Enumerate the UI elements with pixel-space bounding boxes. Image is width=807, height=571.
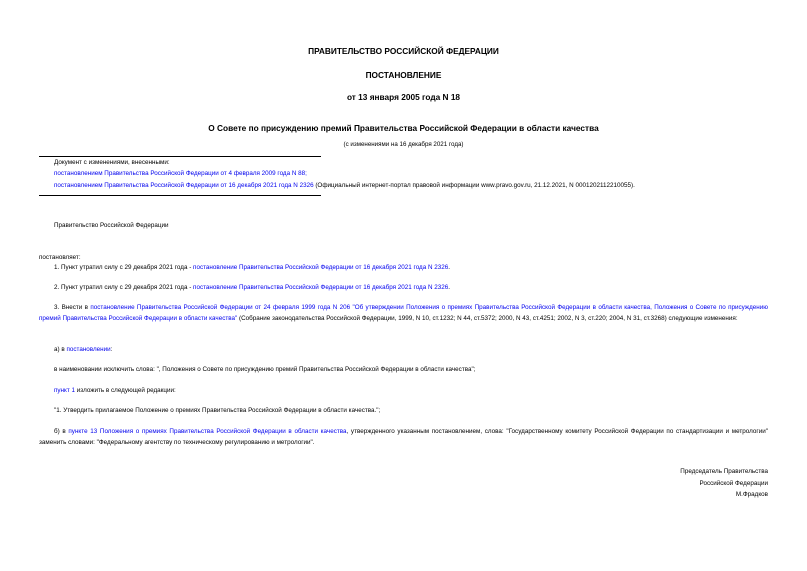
- paragraph-3: [39, 302, 768, 324]
- subpoint-b-prefix: б) в: [54, 428, 69, 435]
- signature-block: [680, 466, 768, 501]
- issuer-line: Правительство Российской Федерации: [54, 222, 169, 229]
- resolves-line: постановляет:: [39, 254, 81, 261]
- signature-name: М.Фрадков: [735, 491, 768, 498]
- point-1-tail: изложить в следующей редакции:: [75, 387, 176, 394]
- paragraph-2: [54, 282, 450, 293]
- government-heading: ПРАВИТЕЛЬСТВО РОССИЙСКОЙ ФЕДЕРАЦИИ: [308, 46, 499, 56]
- subpoint-b-link[interactable]: пункте 13 Положения о премиях Правительства Российской Федерации в области качества: [68, 428, 347, 435]
- paragraph-1-link[interactable]: постановление Правительства Российской Федерации от 16 декабря 2021 года N 2326: [193, 264, 449, 271]
- paragraph-3-start: 3. Внести в: [54, 304, 91, 311]
- changes-intro: Документ с изменениями, внесенными:: [54, 159, 170, 166]
- subpoint-a-title-change: в наименовании исключить слова: ", Положения о Совете по присуждению премий Правительства Российской Федерации в области качества";: [54, 366, 476, 373]
- changes-link-2021-line: [54, 180, 635, 191]
- subpoint-b: [39, 426, 768, 448]
- signature-title: Председатель Правительства: [680, 468, 768, 475]
- amendment-source-note: (Официальный интернет-портал правовой информации www.pravo.gov.ru, 21.12.2021, N 0001202112210055).: [313, 182, 635, 189]
- changes-box-bottom-rule: [39, 195, 321, 196]
- subpoint-b-tail: , утвержденного указанным постановлением, слова: "Государственному комитету Российской Федерации по стандартизации и метрологии" заменить словами: "Федеральному агентству по техническому регулированию и метрологии".: [39, 428, 768, 446]
- document-title: О Совете по присуждению премий Правительства Российской Федерации в области качества: [208, 123, 599, 133]
- subpoint-a-link[interactable]: постановлении: [66, 346, 111, 353]
- subpoint-a-suffix: :: [110, 346, 113, 353]
- subpoint-a-point1: [54, 385, 176, 396]
- amendment-link-2009[interactable]: постановлением Правительства Российской Федерации от 4 февраля 2009 года N 88;: [54, 170, 307, 177]
- amendment-link-2021[interactable]: постановлением Правительства Российской Федерации от 16 декабря 2021 года N 2326: [54, 182, 314, 189]
- paragraph-2-link[interactable]: постановление Правительства Российской Федерации от 16 декабря 2021 года N 2326: [193, 284, 449, 291]
- paragraph-1-text: 1. Пункт утратил силу с 29 декабря 2021 года -: [54, 264, 194, 271]
- doc-type-heading: ПОСТАНОВЛЕНИЕ: [365, 70, 442, 80]
- signature-country: Российской Федерации: [699, 479, 768, 487]
- amendments-note: (с изменениями на 16 декабря 2021 года): [343, 141, 464, 148]
- paragraph-3-tail: (Собрание законодательства Российской Федерации, 1999, N 10, ст.1232; N 44, ст.5372; 2000, N 43, ст.4251; 2002, N 3, ст.220; 2004, N 31, ст.3268) следующие изменения:: [237, 315, 738, 322]
- subpoint-a-new-wording: "1. Утвердить прилагаемое Положение о премиях Правительства Российской Федерации в области качества.";: [54, 407, 381, 414]
- paragraph-1: [54, 262, 450, 273]
- paragraph-3-link[interactable]: постановление Правительства Российской Федерации от 24 февраля 1999 года N 206 "Об утверждении Положения о премиях Правительства Российской Федерации в области качества, Положения о Совете по присуждению премий Правительства Российской Федерации в области качества": [39, 304, 768, 322]
- point-1-link[interactable]: пункт 1: [54, 387, 75, 394]
- paragraph-2-end: .: [448, 284, 451, 291]
- paragraph-1-end: .: [448, 264, 451, 271]
- subpoint-a-prefix: а) в: [54, 346, 67, 353]
- changes-link-2009: [54, 168, 307, 179]
- date-number-heading: от 13 января 2005 года N 18: [346, 92, 461, 102]
- paragraph-2-text: 2. Пункт утратил силу с 29 декабря 2021 года -: [54, 284, 194, 291]
- subpoint-a: [54, 344, 112, 355]
